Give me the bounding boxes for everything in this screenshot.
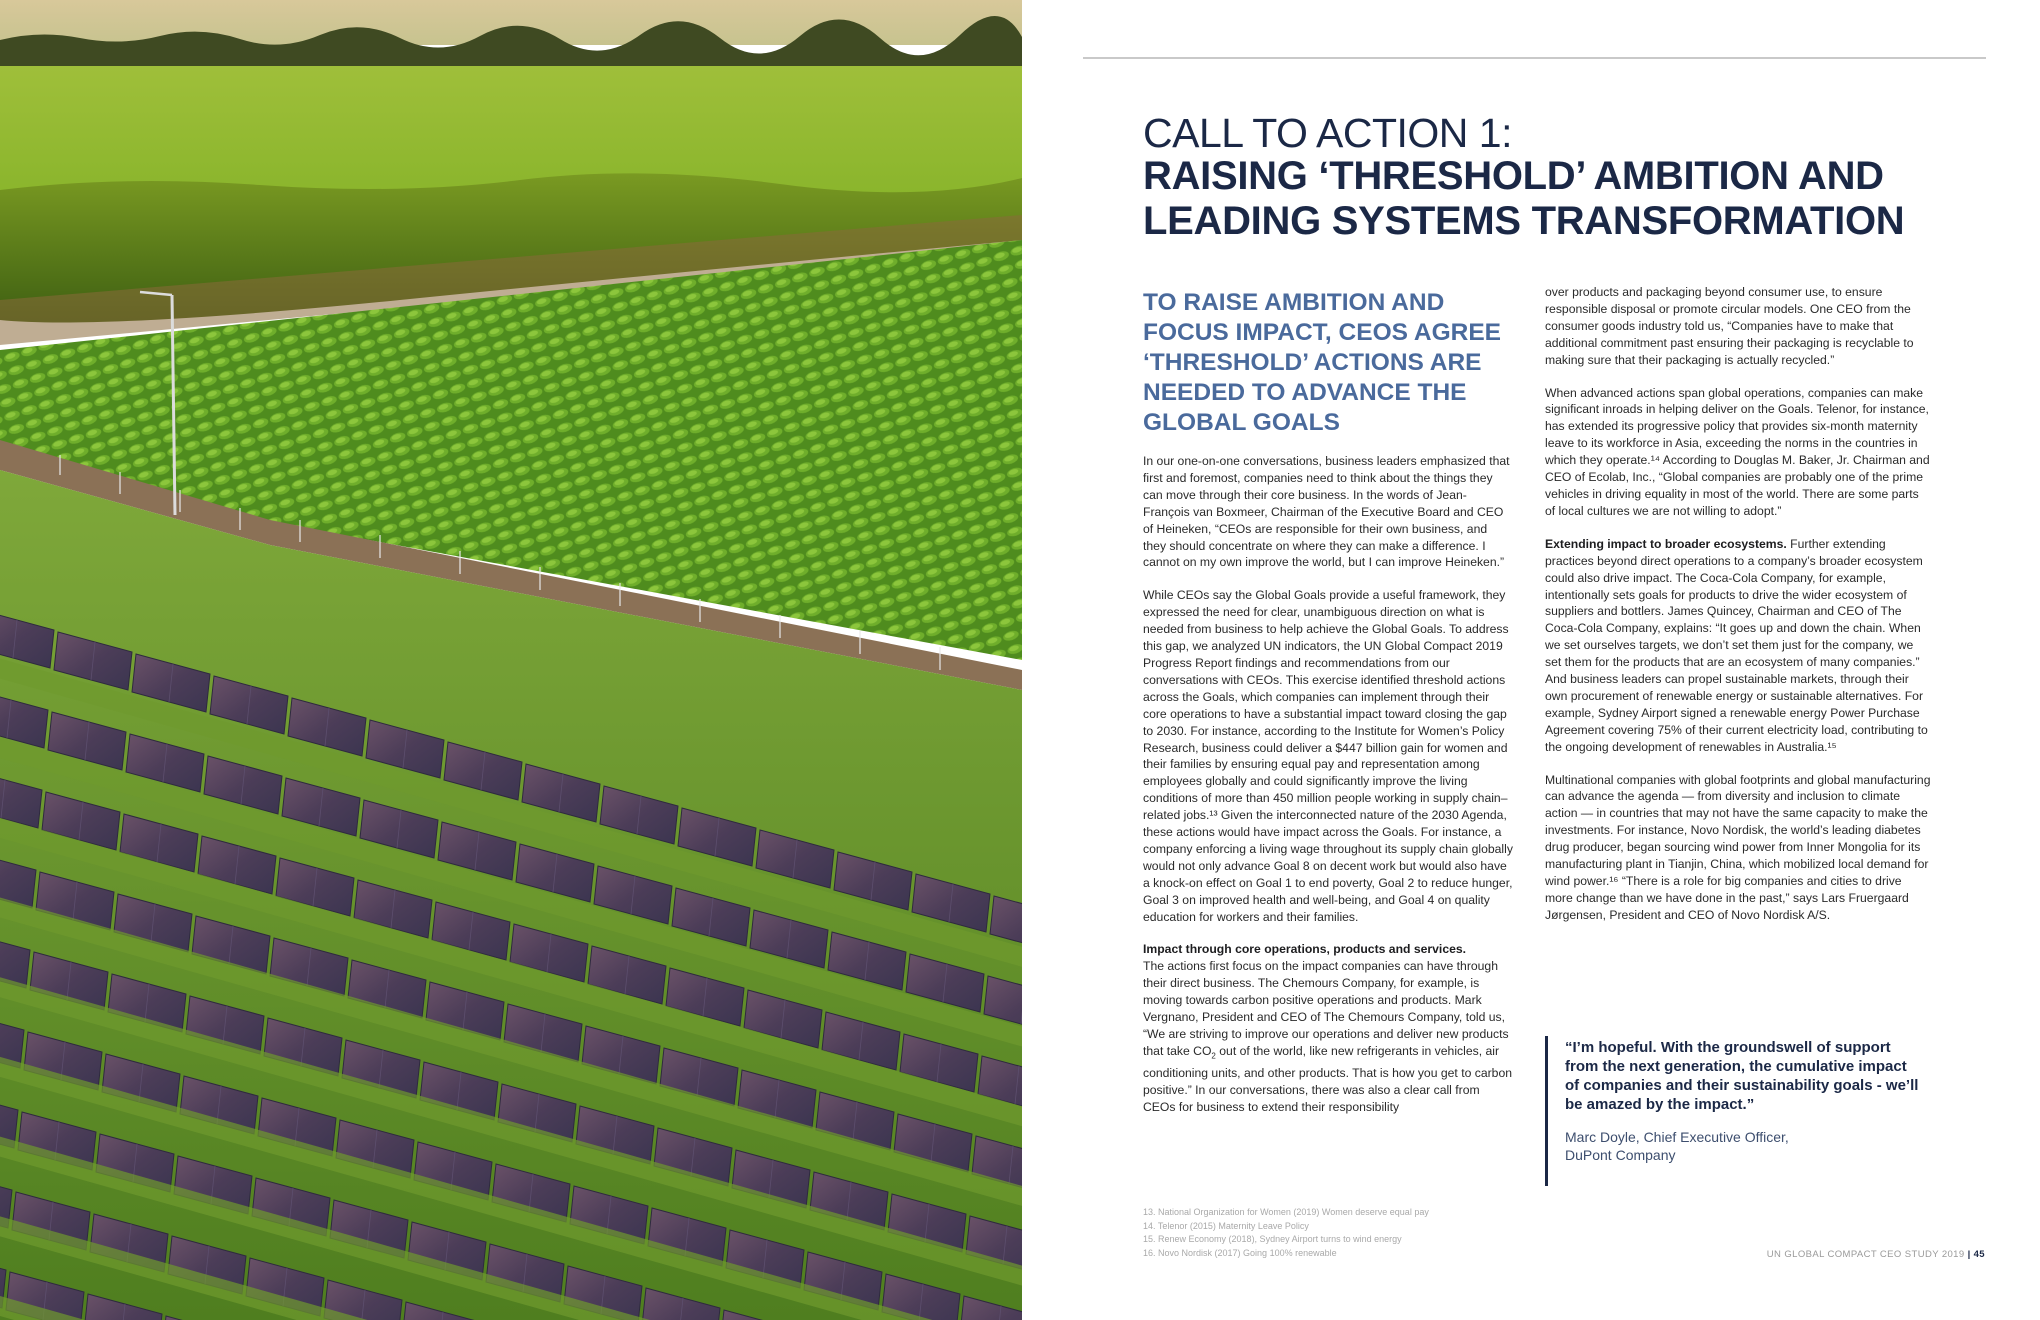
page-number: 45 (1973, 1249, 1985, 1260)
pull-quote-attribution (1565, 1128, 1925, 1164)
footer-label: UN GLOBAL COMPACT CEO STUDY 2019 (1766, 1249, 1965, 1260)
section-kicker: TO RAISE AMBITION AND FOCUS IMPACT, CEOS AGREE ‘THRESHOLD’ ACTIONS ARE NEEDED TO ADVANCE THE GLOBAL GOALS (1143, 289, 1502, 436)
page-title (1143, 154, 1983, 244)
paragraph-lead-in: Impact through core operations, products and services. (1143, 942, 1467, 957)
footnotes (1143, 1206, 1563, 1260)
paragraph: In our one-on-one conversations, business leaders emphasized that first and foremost, companies need to think about the things they can move through their core business. In the words of Jean-François van Boxmeer, Chairman of the Executive Board and CEO of Heineken, “CEOs are responsible for their own business, and they should concentrate on where they can make a difference. I cannot on my own improve the world, but I can improve Heineken.” (1143, 454, 1510, 570)
paragraph: Multinational companies with global footprints and global manufacturing can advance the agenda — from diversity and inclusion to climate action — in countries that may not have the same capacity to make the investments. For instance, Novo Nordisk, the world’s leading diabetes drug producer, began sourcing wind power from Inner Mongolia for its manufacturing plant in Tianjin, China, which mobilized local demand for wind power.¹⁶ “There is a role for big companies and cities to drive more change than we have done in the past,” says Lars Fruergaard Jørgensen, President and CEO of Novo Nordisk A/S. (1545, 772, 1931, 922)
page-title-line-1: RAISING ‘THRESHOLD’ AMBITION AND (1143, 154, 1884, 198)
paragraph: While CEOs say the Global Goals provide a useful framework, they expressed the need for clear, unambiguous direction on what is needed from business to help achieve the Global Goals. To address this gap, we analyzed UN indicators, the UN Global Compact 2019 Progress Report findings and recommendations from our conversations with CEOs. This exercise identified threshold actions across the Goals, which companies can implement through their core operations to have a substantial impact toward closing the gap to 2030. For instance, according to the Institute for Women’s Policy Research, business could deliver a $447 billion gain for women and their families by ensuring equal pay and representation among employees globally and could significantly improve the living conditions of more than 450 million people working in supply chain–related jobs.¹³ Given the interconnected nature of the 2030 Agenda, these actions would have impact across the Goals. For instance, a company enforcing a living wage throughout its supply chain globally would not only advance Goal 8 on decent work but would also have a knock-on effect on Goal 1 to end poverty, Goal 2 to reduce hunger, Goal 3 on improved health and well-being, and Goal 4 on quality education for workers and their families. (1143, 588, 1513, 924)
footnote: 15. Renew Economy (2018), Sydney Airport turns to wind energy (1143, 1234, 1402, 1245)
page-title-prefix: CALL TO ACTION 1: (1143, 110, 1512, 156)
paragraph (1545, 536, 1931, 756)
pull-quote (1545, 1036, 1925, 1186)
attribution-line: DuPont Company (1565, 1147, 1676, 1163)
paragraph-text: out of the world, like new refrigerants in vehicles, air conditioning units, and other products. That is how you get to carbon positive.” In our conversations, there was also a clear call from CEOs for business to extend their responsibility (1143, 1043, 1513, 1115)
footer-separator: | (1967, 1249, 1971, 1260)
paragraph: When advanced actions span global operations, companies can make significant inroads in helping deliver on the Goals. Telenor, for instance, has extended its progressive policy that provides six-month maternity leave to its workforce in Asia, exceeding the norms in the countries in which they operate.¹⁴ According to Douglas M. Baker, Jr. Chairman and CEO of Ecolab, Inc., “Global companies are probably one of the prime vehicles in driving equality in most of the world. There are some parts of local cultures we are not willing to adopt.” (1545, 385, 1930, 518)
paragraph: over products and packaging beyond consumer use, to ensure responsible disposal or promote circular models. One CEO from the consumer goods industry told us, “Companies have to make that additional commitment past ensuring their packaging is recyclable to making sure that their packaging is actually recycled.” (1545, 285, 1914, 367)
paragraph (1143, 941, 1513, 1116)
footnote: 16. Novo Nordisk (2017) Going 100% renewable (1143, 1247, 1337, 1258)
footnote: 13. National Organization for Women (2019) Women deserve equal pay (1143, 1207, 1429, 1217)
subscript: 2 (1211, 1051, 1216, 1061)
body-column-2 (1545, 284, 1931, 940)
page-footer (1767, 1249, 1985, 1260)
footnote: 14. Telenor (2015) Maternity Leave Policy (1143, 1220, 1309, 1231)
body-column-1 (1143, 453, 1513, 1132)
pull-quote-text: “I’m hopeful. With the groundswell of support from the next generation, the cumulative impact of companies and their sustainability goals - we’ll be amazed by the impact.” (1565, 1039, 1919, 1113)
attribution-line: Marc Doyle, Chief Executive Officer, (1565, 1129, 1789, 1145)
page-title-line-2: LEADING SYSTEMS TRANSFORMATION (1143, 199, 1905, 243)
top-divider (1083, 57, 1986, 59)
paragraph-text: The actions first focus on the impact companies can have through their direct business. The Chemours Company, for example, is moving towards carbon positive operations and products. Mark Vergnano, President and CEO of The Chemours Company, told us, “We are striving to improve our operations and deliver new products that take CO (1143, 959, 1509, 1058)
paragraph-lead-in: Extending impact to broader ecosystems. (1545, 536, 1787, 551)
paragraph-text: Further extending practices beyond direct operations to a company’s broader ecosystem could also drive impact. The Coca-Cola Company, for example, intentionally sets goals for products to drive the wider ecosystem of suppliers and bottlers. James Quincey, Chairman and CEO of The Coca-Cola Company, explains: “It goes up and down the chain. When we set ourselves targets, we don’t set them just for the company, we set them for the products that are an ecosystem of many companies.” And business leaders can propel sustainable markets, through their own procurement of renewable energy or sustainable alternatives. For example, Sydney Airport signed a renewable energy Power Purchase Agreement covering 75% of their current electricity load, contributing to the ongoing development of renewables in Australia.¹⁵ (1545, 536, 1928, 754)
